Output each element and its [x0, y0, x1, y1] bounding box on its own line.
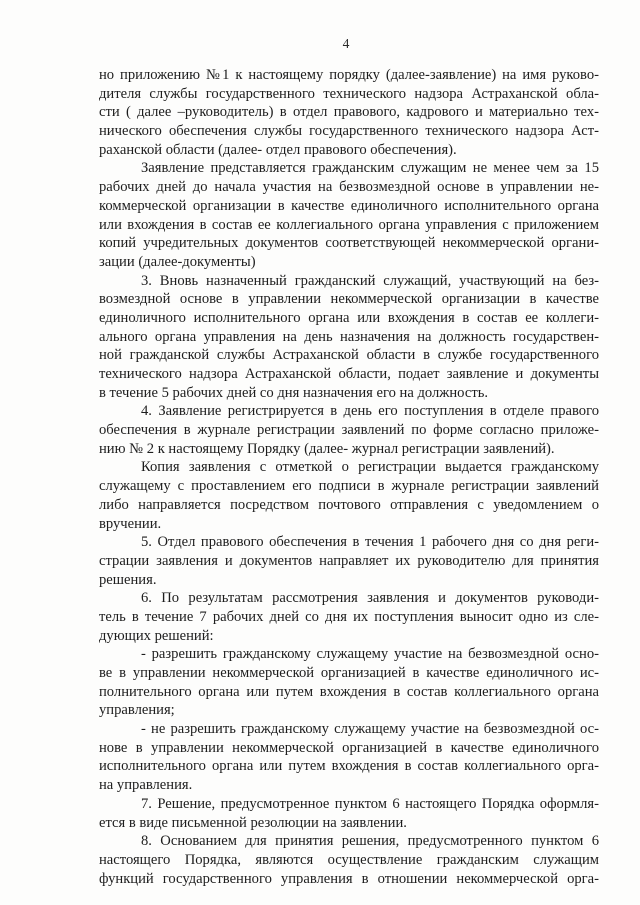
text-line: раханской области (далее- отдел правового обеспечения). [99, 141, 457, 158]
text-line: ной гражданской службы Астраханской области в службе государственного [99, 347, 599, 364]
text-line: технического надзора Астраханской области, подает заявление и документы [99, 366, 599, 382]
text-line: полнительного органа или путем вхождения в состав коллегиального органа [99, 683, 599, 700]
text-line: служащему с проставлением его подписи в журнале регистрации заявлений [99, 478, 599, 495]
text-line: дителя службы государственного технического надзора Астраханской обла- [99, 85, 599, 102]
text-line: - разрешить гражданскому служащему участие на безвозмездной осно- [141, 646, 599, 663]
text-line: - не разрешить гражданскому служащему участие на безвозмездной ос- [141, 721, 599, 738]
text-line: решения. [99, 571, 157, 588]
text-line: зации (далее-документы) [99, 253, 256, 270]
text-line: ве в управлении некоммерческой организацией в качестве единоличного ис- [99, 665, 599, 681]
text-line: 6. По результатам рассмотрения заявления и документов руководи- [141, 590, 599, 607]
text-line: Копия заявления с отметкой о регистрации выдается гражданскому [141, 459, 599, 476]
text-line: единоличного исполнительного органа или вхождения в состав ее коллеги- [99, 309, 599, 326]
text-line: нического обеспечения службы государственного технического надзора Аст- [99, 123, 599, 140]
text-line: ального органа управления на день назначения на должность государствен- [99, 328, 599, 345]
text-line: либо направляется посредством почтового отправления с уведомлением о [99, 496, 599, 513]
text-line: коммерческой организации в качестве единоличного исполнительного органа [99, 197, 599, 214]
text-line: на управления. [99, 777, 193, 794]
text-line: тель в течение 7 рабочих дней со дня их поступления выносит одно из сле- [99, 608, 599, 625]
text-line: возмездной основе в управлении некоммерческой организации в качестве [99, 291, 599, 308]
text-line: 5. Отдел правового обеспечения в течения 1 рабочего дня со дня реги- [141, 534, 599, 551]
text-line: Заявление представляется гражданским служащим не менее чем за 15 [141, 160, 599, 177]
text-line: 4. Заявление регистрируется в день его поступления в отделе правого [141, 403, 599, 420]
text-line: ется в виде письменной резолюции на заявлении. [99, 814, 407, 831]
text-line: в течение 5 рабочих дней со дня назначения его на должность. [99, 384, 488, 401]
text-line: вручении. [99, 515, 162, 532]
text-line: сти ( далее –руководитель) в отдел правового, кадрового и материально тех- [99, 104, 599, 121]
text-line: копий учредительных документов соответствующей некоммерческой органи- [99, 235, 599, 252]
text-line: но приложению №1 к настоящему порядку (далее-заявление) на имя руково- [99, 67, 599, 83]
text-line: функций государственного управления в отношении некоммерческой орга- [99, 870, 599, 887]
page-number: 4 [342, 36, 350, 51]
text-line: или вхождения в состав ее коллегиального органа управления с приложением [99, 216, 599, 233]
text-line: управления; [99, 702, 175, 719]
text-line: страции заявления и документов направляет их руководителю для принятия [99, 552, 599, 569]
text-line: дующих решений: [99, 627, 214, 644]
document-body [99, 66, 599, 888]
text-line: 7. Решение, предусмотренное пунктом 6 настоящего Порядка оформля- [141, 795, 599, 812]
text-line: исполнительного органа или путем вхождения в состав коллегиального орга- [99, 758, 599, 775]
text-line: рабочих дней до начала участия на безвозмездной основе в управлении не- [99, 179, 599, 196]
text-line: нове в управлении некоммерческой организацией в качестве единоличного [99, 739, 599, 756]
text-line: 8. Основанием для принятия решения, предусмотренного пунктом 6 [141, 833, 599, 850]
text-line: 3. Вновь назначенный гражданский служащий, участвующий на без- [141, 272, 599, 289]
text-line: обеспечения в журнале регистрации заявлений по форме согласно приложе- [99, 422, 599, 439]
text-line: нию № 2 к настоящему Порядку (далее- журнал регистрации заявлений). [99, 440, 555, 457]
text-line: настоящего Порядка, являются осуществление гражданским служащим [99, 851, 599, 868]
